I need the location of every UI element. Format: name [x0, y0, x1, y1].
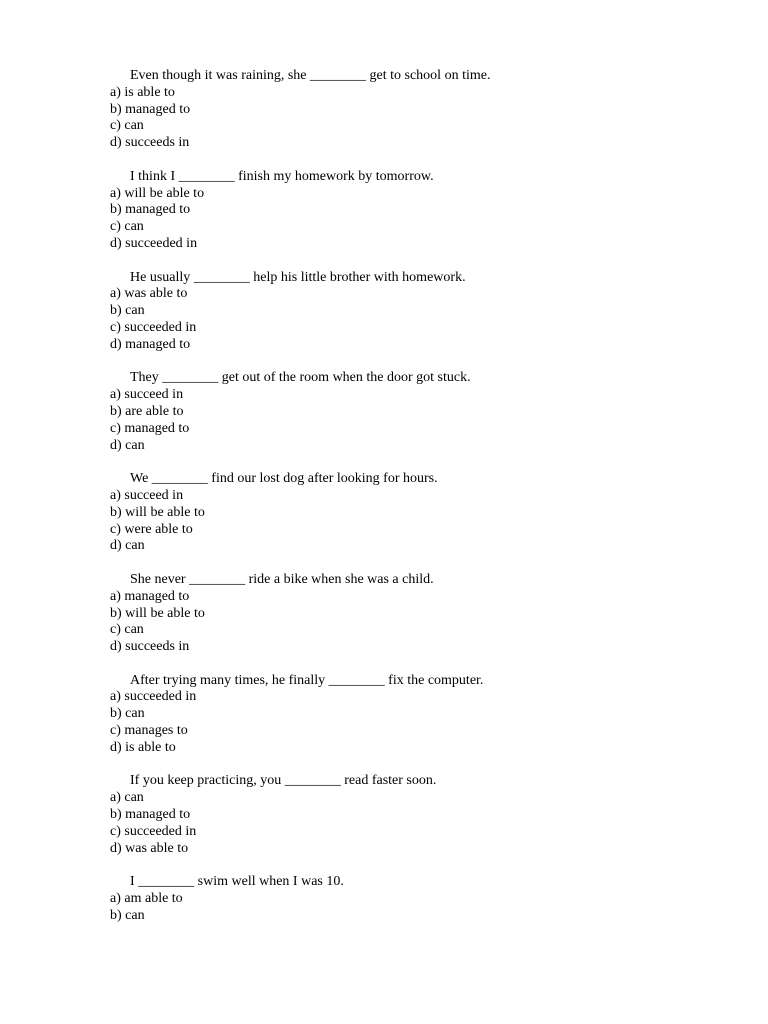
- answer-option: a) can: [110, 790, 144, 806]
- answer-option: d) succeeds in: [110, 639, 190, 655]
- question-6: [110, 572, 730, 656]
- answer-option: b) will be able to: [110, 605, 205, 621]
- answer-option: a) succeed in: [110, 387, 184, 403]
- question-5: [110, 471, 730, 555]
- answer-option: d) was able to: [110, 840, 189, 856]
- answer-option: c) manages to: [110, 723, 188, 739]
- answer-option: c) can: [110, 118, 144, 134]
- question-3: [110, 270, 730, 354]
- answer-option: c) succeeded in: [110, 319, 197, 335]
- question-stem: He usually ________ help his little brother with homework.: [130, 269, 466, 285]
- question-stem: She never ________ ride a bike when she was a child.: [130, 571, 434, 587]
- answer-option: b) can: [110, 303, 145, 319]
- answer-option: d) succeeded in: [110, 235, 198, 251]
- answer-option: a) managed to: [110, 588, 190, 604]
- answer-option: a) am able to: [110, 891, 183, 907]
- answer-option: b) can: [110, 907, 145, 923]
- question-4: [110, 370, 730, 454]
- answer-option: b) managed to: [110, 807, 191, 823]
- question-1: [110, 68, 730, 152]
- question-stem: I think I ________ finish my homework by tomorrow.: [130, 168, 434, 184]
- question-9: [110, 874, 730, 924]
- answer-option: c) succeeded in: [110, 823, 197, 839]
- answer-option: d) can: [110, 437, 145, 453]
- answer-option: a) succeed in: [110, 487, 184, 503]
- answer-option: d) can: [110, 538, 145, 554]
- question-stem: If you keep practicing, you ________ read faster soon.: [130, 773, 437, 789]
- answer-option: d) succeeds in: [110, 135, 190, 151]
- answer-option: c) managed to: [110, 420, 190, 436]
- answer-option: b) will be able to: [110, 504, 205, 520]
- question-8: [110, 773, 730, 857]
- answer-option: c) can: [110, 219, 144, 235]
- question-stem: They ________ get out of the room when the door got stuck.: [130, 370, 471, 386]
- answer-option: b) are able to: [110, 403, 184, 419]
- answer-option: a) will be able to: [110, 185, 205, 201]
- answer-option: d) is able to: [110, 739, 176, 755]
- question-stem: After trying many times, he finally ________ fix the computer.: [130, 672, 484, 688]
- answer-option: a) is able to: [110, 84, 175, 100]
- question-stem: Even though it was raining, she ________ get to school on time.: [130, 68, 491, 83]
- answer-option: c) can: [110, 622, 144, 638]
- answer-option: b) managed to: [110, 202, 191, 218]
- question-stem: We ________ find our lost dog after looking for hours.: [130, 471, 438, 487]
- answer-option: a) was able to: [110, 286, 188, 302]
- answer-option: a) succeeded in: [110, 689, 197, 705]
- answer-option: c) were able to: [110, 521, 193, 537]
- question-2: [110, 169, 730, 253]
- answer-option: d) managed to: [110, 336, 191, 352]
- answer-option: b) can: [110, 706, 145, 722]
- answer-option: b) managed to: [110, 101, 191, 117]
- worksheet-page: [110, 68, 730, 941]
- question-7: [110, 673, 730, 757]
- question-stem: I ________ swim well when I was 10.: [130, 874, 344, 890]
